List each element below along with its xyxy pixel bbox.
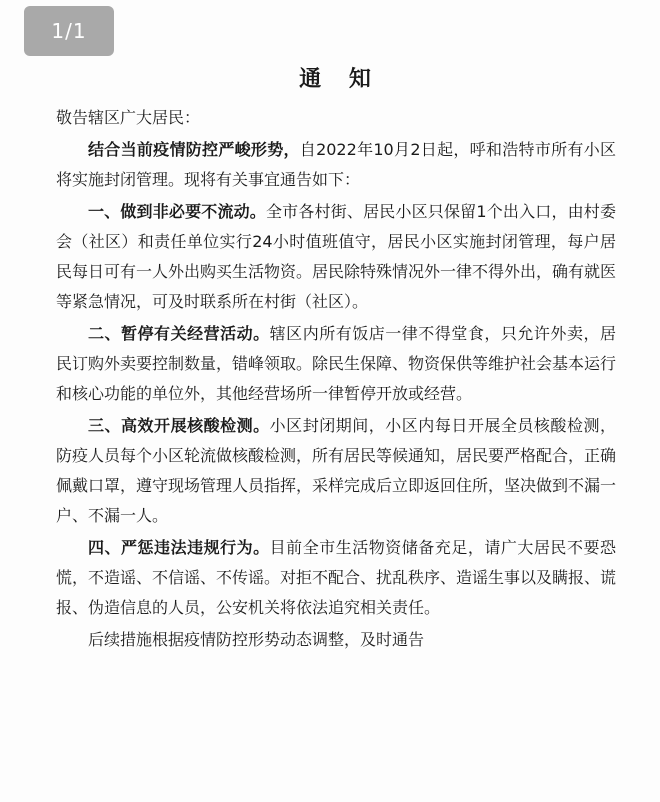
section-3-heading: 三、高效开展核酸检测。 — [88, 416, 270, 435]
intro-lead: 结合当前疫情防控严峻形势， — [88, 140, 300, 159]
notice-title: 通 知 — [299, 67, 381, 92]
section-4-heading: 四、严惩违法违规行为。 — [88, 538, 270, 557]
section-2 — [56, 319, 616, 409]
section-1 — [56, 197, 616, 317]
closing-paragraph: 后续措施根据疫情防控形势动态调整，及时通告 — [88, 630, 425, 649]
section-3 — [56, 411, 616, 531]
section-1-body: 全市各村街、居民小区只保留1个出入口，由村委会（社区）和责任单位实行24小时值班值守，居民小区实施封闭管理，每户居民每日可有一人外出购买生活物资。居民除特殊情况外一律不得外出，确有就医等紧急情况，可及时联系所在村街（社区）。 — [56, 202, 617, 311]
section-3-body: 小区封闭期间，小区内每日开展全员核酸检测，防疫人员每个小区轮流做核酸检测，所有居民等候通知，居民要严格配合，正确佩戴口罩，遵守现场管理人员指挥，采样完成后立即返回住所，坚决做到不漏一户、不漏一人。 — [56, 416, 617, 525]
section-1-heading: 一、做到非必要不流动。 — [88, 202, 266, 221]
notice-document — [56, 62, 616, 655]
section-4 — [56, 533, 616, 623]
page-indicator: 1/1 — [24, 6, 114, 56]
salutation: 敬告辖区广大居民： — [56, 108, 201, 127]
intro-body: 自2022年10月2日起，呼和浩特市所有小区将实施封闭管理。现将有关事宜通告如下： — [56, 140, 616, 189]
section-2-heading: 二、暂停有关经营活动。 — [88, 324, 270, 343]
section-4-body: 目前全市生活物资储备充足，请广大居民不要恐慌，不造谣、不信谣、不传谣。对拒不配合、扰乱秩序、造谣生事以及瞒报、谎报、伪造信息的人员，公安机关将依法追究相关责任。 — [56, 538, 617, 617]
intro-paragraph — [56, 135, 616, 195]
section-2-body: 辖区内所有饭店一律不得堂食，只允许外卖，居民订购外卖要控制数量，错峰领取。除民生保障、物资保供等维护社会基本运行和核心功能的单位外，其他经营场所一律暂停开放或经营。 — [56, 324, 617, 403]
